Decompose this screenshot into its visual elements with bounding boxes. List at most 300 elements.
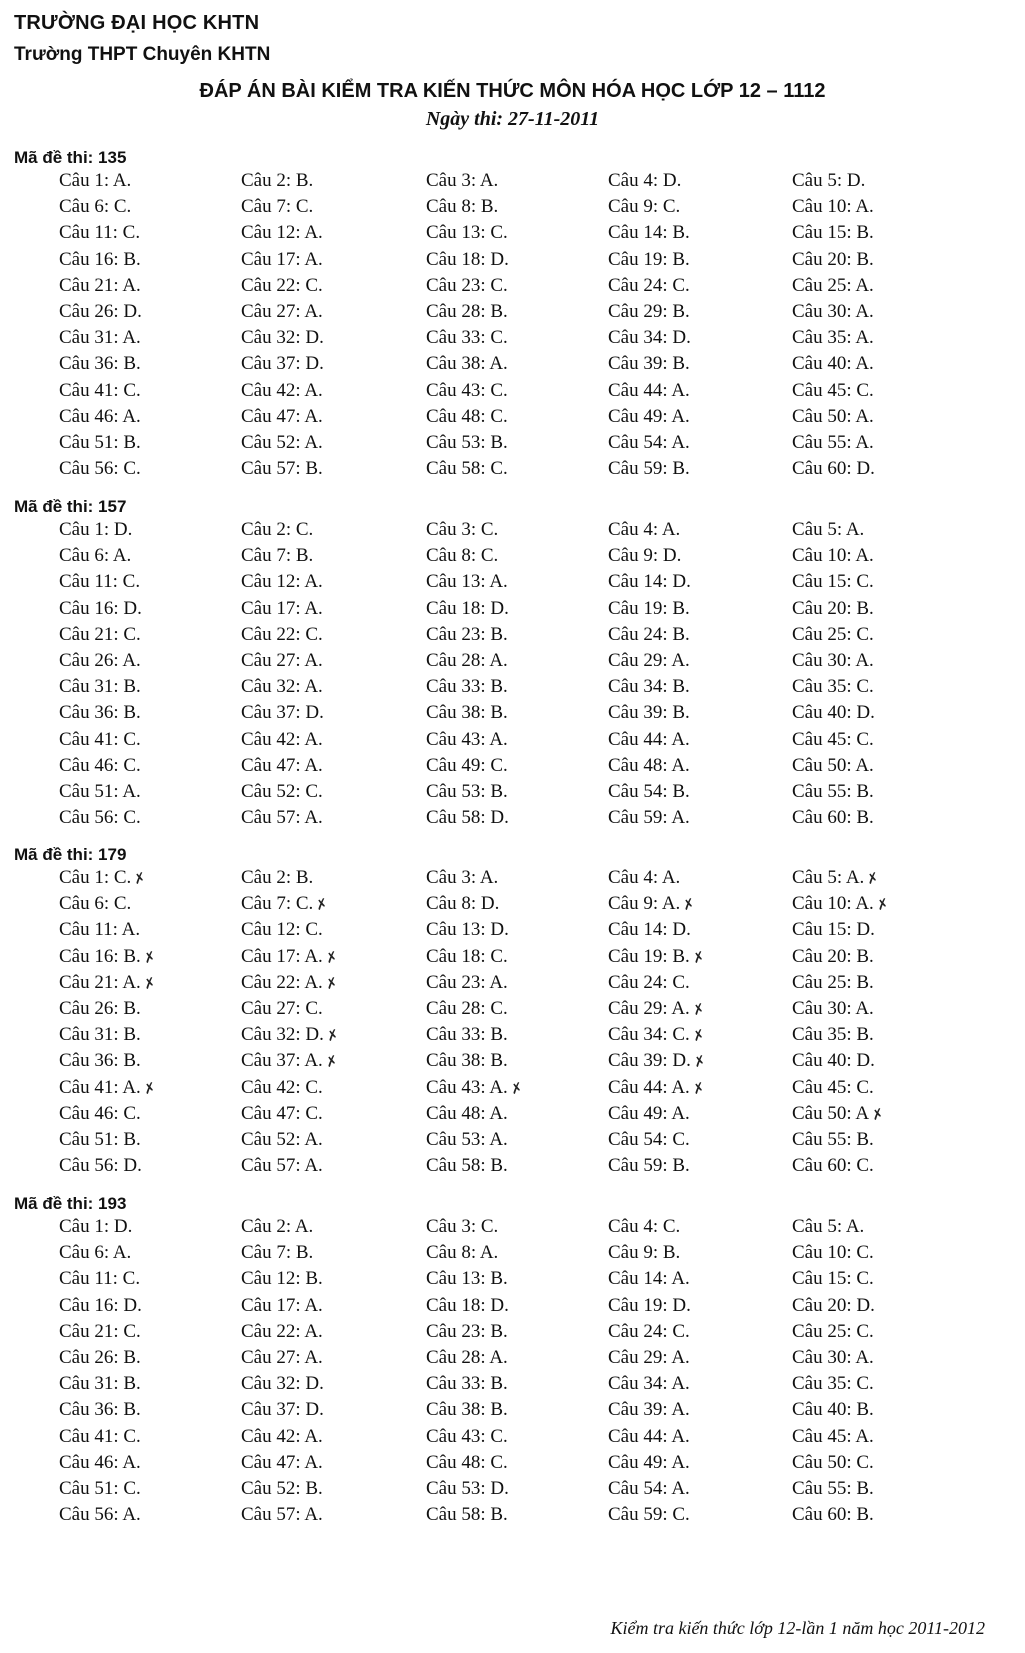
answer-text: Câu 33: B. bbox=[426, 1373, 508, 1395]
answer-item bbox=[241, 1373, 324, 1395]
answer-item bbox=[59, 249, 141, 271]
answer-item bbox=[426, 598, 509, 620]
answer-item bbox=[608, 1347, 690, 1369]
answer-text: Câu 54: C. bbox=[608, 1129, 690, 1150]
answer-item bbox=[792, 1216, 864, 1238]
answer-item bbox=[792, 249, 874, 271]
answer-item bbox=[426, 406, 508, 428]
answer-item bbox=[59, 1077, 156, 1100]
answer-text: Câu 5: D. bbox=[792, 170, 866, 191]
answer-text: Câu 36: B. bbox=[59, 353, 141, 375]
answer-item bbox=[792, 571, 874, 593]
answer-item bbox=[608, 519, 680, 541]
answer-item bbox=[59, 781, 141, 803]
answer-item bbox=[426, 1129, 508, 1151]
answer-item bbox=[59, 1373, 141, 1395]
answer-item bbox=[241, 545, 313, 567]
answer-item bbox=[59, 432, 141, 454]
answer-text: Câu 18: D. bbox=[426, 248, 509, 270]
answer-text: Câu 31: B. bbox=[59, 676, 141, 698]
answer-item bbox=[792, 1242, 874, 1264]
answer-text: Câu 50: A bbox=[792, 1102, 870, 1124]
answer-item bbox=[608, 1242, 680, 1264]
answer-item bbox=[241, 919, 323, 941]
answer-item bbox=[59, 519, 132, 541]
answer-item bbox=[241, 1024, 339, 1047]
answer-text: Câu 37: D. bbox=[241, 702, 324, 724]
answer-text: Câu 26: A. bbox=[59, 650, 141, 671]
answer-text: Câu 41: C. bbox=[59, 1425, 141, 1447]
answer-item bbox=[426, 972, 508, 994]
answer-item bbox=[59, 919, 140, 941]
answer-item bbox=[241, 222, 323, 244]
answer-item bbox=[241, 1504, 323, 1526]
answer-item bbox=[426, 1295, 509, 1317]
answer-item bbox=[426, 458, 508, 480]
answer-item bbox=[426, 1155, 508, 1177]
answer-text: Câu 58: B. bbox=[426, 1155, 508, 1177]
answer-item bbox=[59, 196, 131, 218]
answer-item bbox=[59, 545, 131, 567]
answer-item bbox=[792, 1426, 874, 1448]
answer-item bbox=[608, 1504, 690, 1526]
answer-item bbox=[59, 301, 142, 323]
answer-item bbox=[608, 1155, 690, 1177]
answer-item bbox=[792, 598, 874, 620]
answer-item bbox=[59, 650, 141, 672]
answer-text: Câu 27: C. bbox=[241, 998, 323, 1019]
answer-text: Câu 28: A. bbox=[426, 1347, 508, 1368]
answer-text: Câu 2: C. bbox=[241, 519, 314, 540]
answer-item bbox=[608, 1216, 680, 1238]
answer-text: Câu 46: C. bbox=[59, 754, 141, 776]
answer-text: Câu 42: A. bbox=[241, 728, 323, 750]
answer-text: Câu 20: B. bbox=[792, 945, 874, 967]
answer-item bbox=[608, 1426, 690, 1448]
exam-code-label: Mã đề thi: 179 bbox=[14, 845, 127, 864]
answer-text: Câu 24: B. bbox=[608, 623, 690, 645]
answer-item bbox=[608, 275, 690, 297]
answer-text: Câu 43: A. bbox=[426, 1076, 508, 1098]
document-title: ĐÁP ÁN BÀI KIỂM TRA KIẾN THỨC MÔN HÓA HỌC LỚP 12 – 1112 bbox=[199, 80, 826, 102]
answer-text: Câu 19: D. bbox=[608, 1294, 691, 1316]
answer-item bbox=[59, 1024, 141, 1046]
answer-text: Câu 2: B. bbox=[241, 867, 314, 888]
answer-item bbox=[241, 755, 323, 777]
answer-item bbox=[241, 571, 323, 593]
answer-item bbox=[241, 170, 313, 192]
answer-text: Câu 4: A. bbox=[608, 867, 681, 888]
answer-text: Câu 6: A. bbox=[59, 1242, 132, 1264]
answer-item bbox=[608, 1077, 705, 1100]
exam-code-label: Mã đề thi: 193 bbox=[14, 1194, 127, 1213]
answer-text: Câu 29: A. bbox=[608, 998, 690, 1019]
answer-text: Câu 5: A. bbox=[792, 1216, 865, 1237]
answer-item bbox=[241, 1103, 323, 1125]
answer-text: Câu 19: B. bbox=[608, 945, 690, 967]
answer-text: Câu 47: C. bbox=[241, 1102, 323, 1124]
answer-text: Câu 36: B. bbox=[59, 1050, 141, 1072]
answer-item bbox=[792, 867, 879, 890]
answer-item bbox=[792, 1129, 874, 1151]
answer-item bbox=[792, 1103, 884, 1126]
answer-item bbox=[241, 650, 323, 672]
answer-text: Câu 60: B. bbox=[792, 807, 874, 829]
answer-item bbox=[426, 946, 508, 968]
answer-text: Câu 7: C. bbox=[241, 893, 314, 915]
answer-item bbox=[241, 598, 323, 620]
check-mark-icon: ✗ bbox=[323, 974, 340, 994]
answer-text: Câu 34: A. bbox=[608, 1373, 690, 1395]
answer-text: Câu 47: A. bbox=[241, 405, 323, 427]
answer-text: Câu 60: B. bbox=[792, 1504, 874, 1526]
answer-text: Câu 40: A. bbox=[792, 353, 874, 375]
school-name: Trường THPT Chuyên KHTN bbox=[14, 44, 271, 65]
answer-text: Câu 56: D. bbox=[59, 1155, 142, 1177]
answer-item bbox=[426, 1050, 508, 1072]
answer-item bbox=[792, 893, 889, 916]
answer-text: Câu 19: B. bbox=[608, 597, 690, 619]
answer-text: Câu 15: C. bbox=[792, 571, 874, 593]
answer-text: Câu 21: A. bbox=[59, 274, 141, 296]
answer-item bbox=[426, 380, 508, 402]
answer-item bbox=[241, 275, 323, 297]
answer-text: Câu 55: B. bbox=[792, 1478, 874, 1499]
answer-text: Câu 11: C. bbox=[59, 222, 141, 244]
answer-text: Câu 48: C. bbox=[426, 1451, 508, 1473]
answer-text: Câu 57: A. bbox=[241, 1155, 323, 1177]
answer-text: Câu 56: C. bbox=[59, 458, 141, 480]
answer-item bbox=[792, 946, 874, 968]
answer-item bbox=[792, 1024, 874, 1046]
answer-item bbox=[59, 1399, 141, 1421]
answer-item bbox=[241, 1077, 323, 1099]
answer-item bbox=[608, 1129, 690, 1151]
answer-text: Câu 16: D. bbox=[59, 1294, 142, 1316]
answer-item bbox=[608, 1050, 706, 1073]
answer-text: Câu 46: C. bbox=[59, 1102, 141, 1124]
answer-item bbox=[59, 275, 141, 297]
answer-text: Câu 28: A. bbox=[426, 650, 508, 671]
answer-item bbox=[792, 1347, 874, 1369]
answer-text: Câu 45: C. bbox=[792, 1076, 874, 1098]
answer-item bbox=[241, 946, 338, 969]
answer-item bbox=[241, 301, 323, 323]
answer-text: Câu 35: C. bbox=[792, 1373, 874, 1395]
answer-text: Câu 44: A. bbox=[608, 379, 690, 401]
university-name: TRƯỜNG ĐẠI HỌC KHTN bbox=[14, 12, 260, 34]
answer-item bbox=[426, 1024, 508, 1046]
answer-item bbox=[608, 458, 690, 480]
answer-item bbox=[792, 545, 874, 567]
answer-text: Câu 31: A. bbox=[59, 327, 141, 349]
answer-item bbox=[608, 893, 695, 916]
answer-item bbox=[59, 353, 141, 375]
answer-item bbox=[426, 222, 508, 244]
answer-item bbox=[426, 571, 508, 593]
answer-text: Câu 49: C. bbox=[426, 754, 508, 776]
answer-item bbox=[426, 807, 509, 829]
answer-text: Câu 1: A. bbox=[59, 170, 132, 191]
answer-item bbox=[241, 1321, 323, 1343]
answer-text: Câu 3: C. bbox=[426, 1216, 499, 1237]
answer-text: Câu 12: B. bbox=[241, 1268, 323, 1290]
answer-text: Câu 47: A. bbox=[241, 1451, 323, 1473]
answer-text: Câu 18: C. bbox=[426, 945, 508, 967]
answer-text: Câu 12: A. bbox=[241, 571, 323, 593]
answer-text: Câu 16: B. bbox=[59, 945, 141, 967]
answer-text: Câu 43: C. bbox=[426, 379, 508, 401]
answer-text: Câu 14: D. bbox=[608, 919, 691, 941]
answer-item bbox=[608, 327, 691, 349]
answer-item bbox=[241, 519, 313, 541]
answer-text: Câu 53: D. bbox=[426, 1478, 509, 1499]
answer-text: Câu 51: B. bbox=[59, 1129, 141, 1150]
answer-item bbox=[59, 998, 141, 1020]
answer-text: Câu 36: B. bbox=[59, 1399, 141, 1421]
answer-text: Câu 49: A. bbox=[608, 405, 690, 427]
answer-text: Câu 59: B. bbox=[608, 1155, 690, 1177]
answer-text: Câu 26: D. bbox=[59, 301, 142, 322]
answer-text: Câu 54: A. bbox=[608, 1478, 690, 1499]
answer-text: Câu 8: C. bbox=[426, 545, 499, 567]
answer-item bbox=[608, 998, 705, 1021]
answer-text: Câu 24: C. bbox=[608, 1320, 690, 1342]
answer-text: Câu 20: B. bbox=[792, 597, 874, 619]
answer-item bbox=[59, 676, 141, 698]
answer-text: Câu 40: B. bbox=[792, 1399, 874, 1421]
answer-item bbox=[59, 867, 146, 890]
answer-item bbox=[241, 327, 324, 349]
answer-item bbox=[608, 1321, 690, 1343]
check-mark-icon: ✗ bbox=[314, 895, 330, 915]
answer-item bbox=[792, 222, 874, 244]
answer-text: Câu 51: A. bbox=[59, 781, 141, 802]
answer-text: Câu 32: A. bbox=[241, 676, 323, 698]
answer-text: Câu 48: A. bbox=[608, 754, 690, 776]
answer-text: Câu 30: A. bbox=[792, 650, 874, 671]
check-mark-icon: ✗ bbox=[865, 869, 881, 889]
check-mark-icon: ✗ bbox=[323, 1053, 340, 1072]
answer-text: Câu 7: B. bbox=[241, 1242, 314, 1264]
answer-item bbox=[241, 196, 313, 218]
answer-item bbox=[608, 170, 681, 192]
answer-text: Câu 13: A. bbox=[426, 571, 508, 593]
answer-item bbox=[792, 919, 875, 941]
answer-text: Câu 25: C. bbox=[792, 1320, 874, 1342]
answer-text: Câu 23: B. bbox=[426, 1320, 508, 1342]
answer-item bbox=[608, 1103, 690, 1125]
answer-text: Câu 52: A. bbox=[241, 432, 323, 453]
answer-text: Câu 4: C. bbox=[608, 1216, 681, 1237]
check-mark-icon: ✗ bbox=[690, 1000, 707, 1020]
answer-item bbox=[59, 1268, 140, 1290]
answer-item bbox=[59, 807, 141, 829]
answer-text: Câu 34: D. bbox=[608, 327, 691, 349]
answer-item bbox=[59, 598, 142, 620]
answer-item bbox=[59, 972, 156, 995]
answer-item bbox=[241, 380, 323, 402]
answer-text: Câu 40: D. bbox=[792, 702, 875, 724]
answer-text: Câu 2: B. bbox=[241, 170, 314, 191]
answer-text: Câu 22: A. bbox=[241, 971, 323, 993]
answer-text: Câu 58: D. bbox=[426, 807, 509, 829]
answer-text: Câu 41: A. bbox=[59, 1076, 141, 1098]
check-mark-icon: ✗ bbox=[323, 948, 340, 967]
check-mark-icon: ✗ bbox=[870, 1105, 886, 1125]
answer-item bbox=[59, 755, 141, 777]
answer-item bbox=[792, 353, 874, 375]
answer-item bbox=[608, 249, 690, 271]
answer-item bbox=[241, 1347, 323, 1369]
answer-text: Câu 16: D. bbox=[59, 597, 142, 619]
answer-item bbox=[59, 1103, 141, 1125]
answer-item bbox=[792, 1478, 874, 1500]
answer-item bbox=[426, 702, 508, 724]
answer-text: Câu 43: A. bbox=[426, 728, 508, 750]
answer-item bbox=[426, 1103, 508, 1125]
answer-item bbox=[241, 729, 323, 751]
answer-text: Câu 45: A. bbox=[792, 1425, 874, 1447]
answer-item bbox=[59, 624, 141, 646]
check-mark-icon: ✗ bbox=[508, 1079, 525, 1098]
answer-text: Câu 6: A. bbox=[59, 545, 132, 567]
answer-text: Câu 10: A. bbox=[792, 545, 874, 567]
answer-text: Câu 35: A. bbox=[792, 327, 874, 349]
answer-item bbox=[241, 1129, 323, 1151]
answer-text: Câu 48: C. bbox=[426, 405, 508, 427]
answer-item bbox=[426, 1426, 508, 1448]
answer-item bbox=[241, 998, 323, 1020]
answer-text: Câu 21: C. bbox=[59, 623, 141, 645]
answer-text: Câu 11: A. bbox=[59, 919, 141, 941]
answer-text: Câu 10: C. bbox=[792, 1242, 874, 1264]
answer-item bbox=[792, 1050, 875, 1072]
answer-text: Câu 9: B. bbox=[608, 1242, 681, 1264]
check-mark-icon: ✗ bbox=[141, 948, 158, 967]
answer-item bbox=[241, 702, 324, 724]
answer-text: Câu 38: B. bbox=[426, 1050, 508, 1072]
check-mark-icon: ✗ bbox=[681, 895, 697, 915]
answer-item bbox=[241, 1478, 323, 1500]
answer-text: Câu 45: C. bbox=[792, 728, 874, 750]
answer-text: Câu 39: A. bbox=[608, 1399, 690, 1421]
answer-item bbox=[241, 1155, 323, 1177]
answer-item bbox=[241, 458, 323, 480]
answer-item bbox=[792, 380, 874, 402]
answer-text: Câu 20: D. bbox=[792, 1294, 875, 1316]
answer-text: Câu 49: A. bbox=[608, 1451, 690, 1473]
answer-text: Câu 48: A. bbox=[426, 1102, 508, 1124]
answer-text: Câu 60: C. bbox=[792, 1155, 874, 1177]
answer-item bbox=[241, 1268, 323, 1290]
answer-text: Câu 5: A. bbox=[792, 519, 865, 540]
answer-text: Câu 23: B. bbox=[426, 623, 508, 645]
exam-code-label: Mã đề thi: 135 bbox=[14, 148, 127, 167]
answer-item bbox=[59, 571, 140, 593]
answer-text: Câu 39: B. bbox=[608, 702, 690, 724]
answer-text: Câu 54: B. bbox=[608, 781, 690, 802]
answer-text: Câu 43: C. bbox=[426, 1425, 508, 1447]
answer-text: Câu 59: B. bbox=[608, 458, 690, 480]
answer-item bbox=[608, 1373, 690, 1395]
answer-item bbox=[426, 327, 508, 349]
answer-text: Câu 42: A. bbox=[241, 379, 323, 401]
answer-text: Câu 25: B. bbox=[792, 971, 874, 993]
answer-text: Câu 16: B. bbox=[59, 248, 141, 270]
answer-text: Câu 35: B. bbox=[792, 1024, 874, 1046]
answer-item bbox=[792, 432, 874, 454]
answer-text: Câu 9: A. bbox=[608, 893, 681, 915]
answer-text: Câu 34: C. bbox=[608, 1024, 690, 1046]
answer-item bbox=[608, 432, 690, 454]
answer-text: Câu 17: A. bbox=[241, 1294, 323, 1316]
answer-text: Câu 47: A. bbox=[241, 754, 323, 776]
answer-item bbox=[792, 1268, 874, 1290]
answer-text: Câu 14: D. bbox=[608, 571, 691, 593]
check-mark-icon: ✗ bbox=[874, 895, 891, 915]
answer-item bbox=[241, 249, 323, 271]
answer-text: Câu 33: B. bbox=[426, 676, 508, 698]
answer-item bbox=[426, 893, 499, 915]
answer-item bbox=[792, 196, 874, 218]
answer-text: Câu 50: C. bbox=[792, 1451, 874, 1473]
answer-text: Câu 3: C. bbox=[426, 519, 499, 540]
answer-text: Câu 50: A. bbox=[792, 754, 874, 776]
answer-text: Câu 24: C. bbox=[608, 971, 690, 993]
answer-item bbox=[426, 781, 508, 803]
answer-item bbox=[426, 196, 498, 218]
answer-item bbox=[426, 249, 509, 271]
answer-text: Câu 28: C. bbox=[426, 998, 508, 1019]
answer-text: Câu 11: C. bbox=[59, 1268, 141, 1290]
answer-item bbox=[426, 676, 508, 698]
answer-item bbox=[59, 1504, 141, 1526]
answer-item bbox=[426, 432, 508, 454]
answer-text: Câu 30: A. bbox=[792, 998, 874, 1019]
answer-text: Câu 55: A. bbox=[792, 432, 874, 453]
answer-text: Câu 13: B. bbox=[426, 1268, 508, 1290]
answer-text: Câu 53: B. bbox=[426, 432, 508, 453]
answer-text: Câu 33: B. bbox=[426, 1024, 508, 1046]
answer-text: Câu 27: A. bbox=[241, 650, 323, 671]
answer-text: Câu 58: C. bbox=[426, 458, 508, 480]
answer-text: Câu 23: A. bbox=[426, 971, 508, 993]
answer-text: Câu 18: D. bbox=[426, 1294, 509, 1316]
answer-item bbox=[792, 650, 874, 672]
answer-item bbox=[59, 1050, 141, 1072]
answer-item bbox=[792, 998, 874, 1020]
answer-text: Câu 10: A. bbox=[792, 893, 874, 915]
answer-text: Câu 9: D. bbox=[608, 545, 682, 567]
answer-item bbox=[426, 1321, 508, 1343]
answer-text: Câu 29: A. bbox=[608, 650, 690, 671]
answer-item bbox=[792, 170, 865, 192]
answer-item bbox=[59, 1129, 141, 1151]
answer-text: Câu 52: C. bbox=[241, 781, 323, 802]
answer-text: Câu 40: D. bbox=[792, 1050, 875, 1072]
answer-item bbox=[608, 781, 690, 803]
answer-text: Câu 37: A. bbox=[241, 1050, 323, 1072]
answer-text: Câu 54: A. bbox=[608, 432, 690, 453]
answer-text: Câu 38: B. bbox=[426, 702, 508, 724]
answer-item bbox=[59, 406, 141, 428]
answer-text: Câu 27: A. bbox=[241, 1347, 323, 1368]
answer-item bbox=[426, 1077, 523, 1100]
answer-item bbox=[426, 1452, 508, 1474]
answer-item bbox=[59, 1295, 142, 1317]
answer-item bbox=[608, 196, 680, 218]
